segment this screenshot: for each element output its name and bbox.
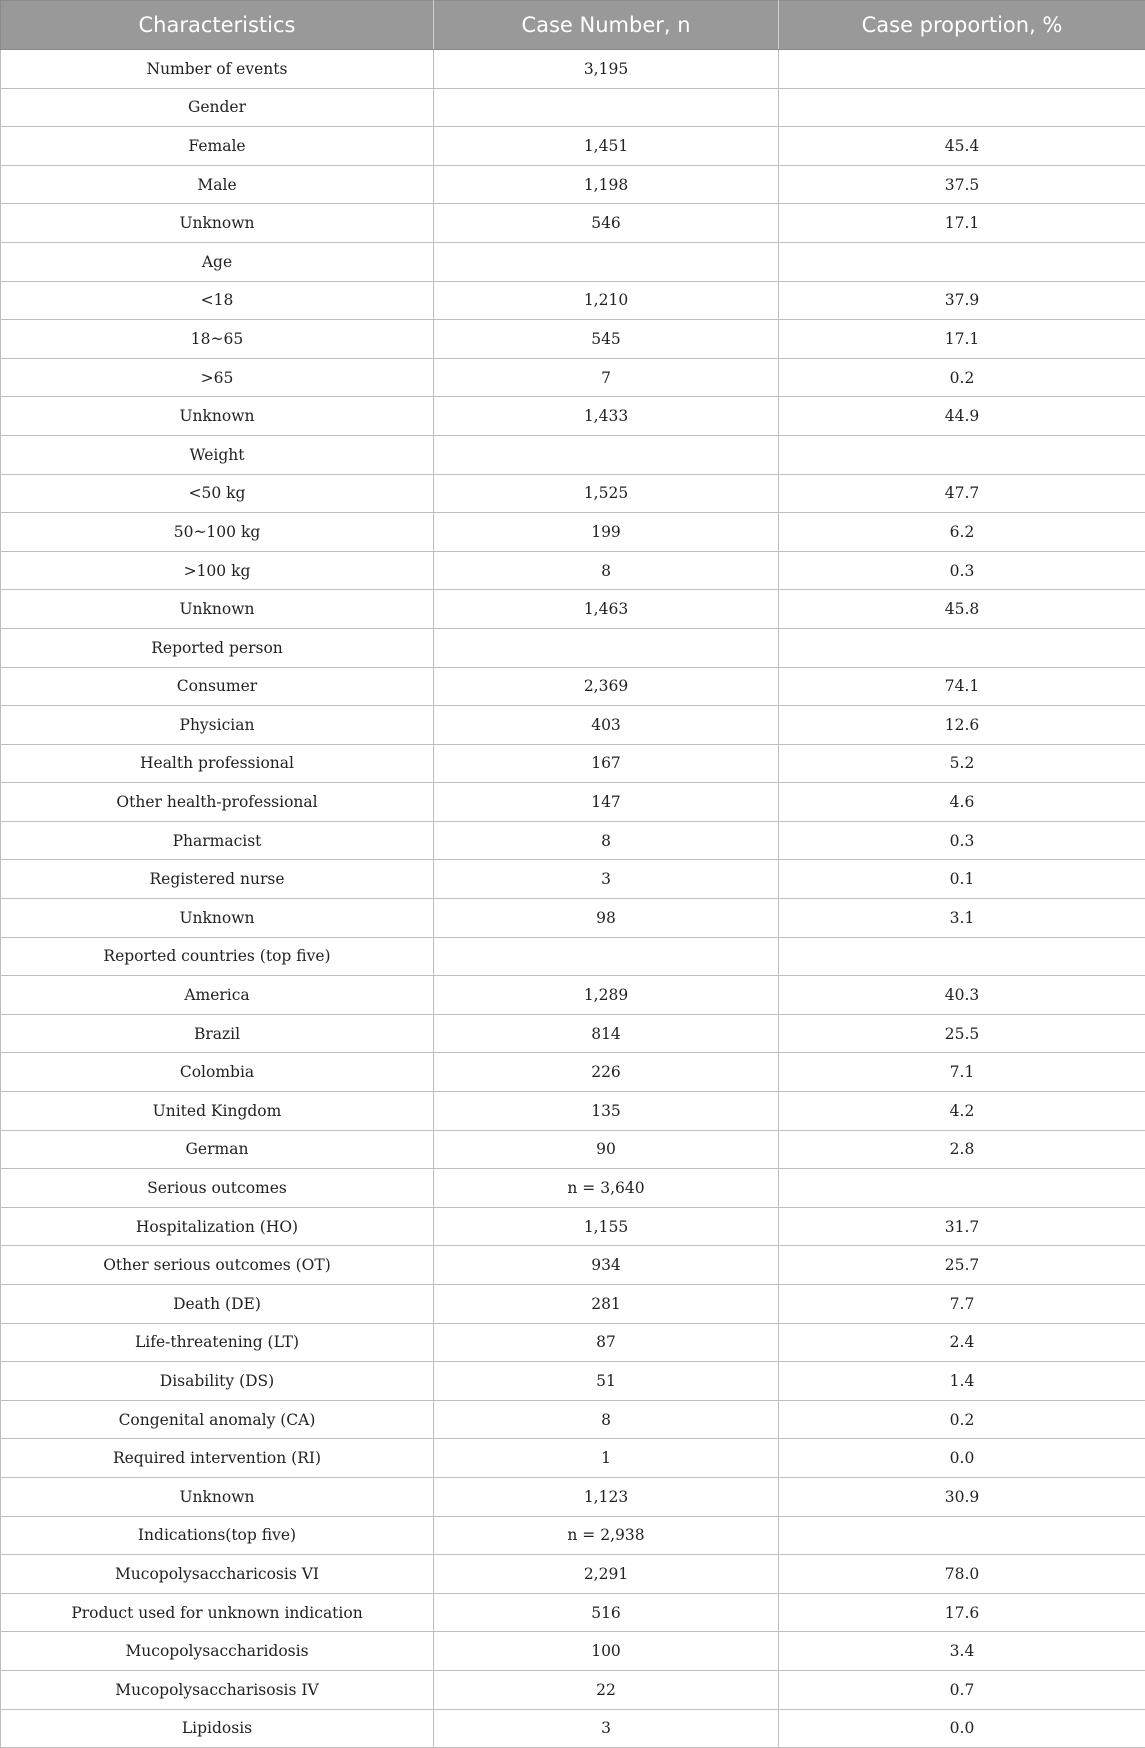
cell-case-proportion: 45.8 [779, 590, 1145, 629]
table-row [1, 1053, 1145, 1092]
cell-case-proportion: 37.5 [779, 165, 1145, 204]
cell-characteristic: United Kingdom [1, 1092, 434, 1131]
cell-characteristic: <18 [1, 281, 434, 320]
cell-characteristic: Unknown [1, 204, 434, 243]
cell-case-number: 546 [434, 204, 779, 243]
cell-case-number: 2,369 [434, 667, 779, 706]
cell-case-proportion: 78.0 [779, 1555, 1145, 1594]
cell-case-number: 516 [434, 1593, 779, 1632]
cell-case-number: 1,123 [434, 1477, 779, 1516]
cell-characteristic: German [1, 1130, 434, 1169]
table-row [1, 1477, 1145, 1516]
cell-case-proportion: 17.1 [779, 320, 1145, 359]
cell-case-number: 90 [434, 1130, 779, 1169]
table-row [1, 1516, 1145, 1555]
cell-case-proportion: 47.7 [779, 474, 1145, 513]
cell-characteristic: Gender [1, 88, 434, 127]
cell-case-proportion: 17.6 [779, 1593, 1145, 1632]
cell-characteristic: Product used for unknown indication [1, 1593, 434, 1632]
table-row [1, 1246, 1145, 1285]
header-case-number: Case Number, n [434, 1, 779, 50]
cell-case-number: 934 [434, 1246, 779, 1285]
cell-case-number: 167 [434, 744, 779, 783]
table-row [1, 1285, 1145, 1324]
table-row [1, 1092, 1145, 1131]
cell-case-proportion: 5.2 [779, 744, 1145, 783]
cell-characteristic: Life-threatening (LT) [1, 1323, 434, 1362]
cell-characteristic: Unknown [1, 397, 434, 436]
table-row [1, 204, 1145, 243]
table-row [1, 165, 1145, 204]
table-row [1, 860, 1145, 899]
cell-characteristic: Physician [1, 706, 434, 745]
table-row [1, 1593, 1145, 1632]
cell-case-number: 100 [434, 1632, 779, 1671]
table-body [1, 50, 1145, 1748]
cell-characteristic: Reported person [1, 628, 434, 667]
cell-characteristic: Congenital anomaly (CA) [1, 1400, 434, 1439]
cell-characteristic: Number of events [1, 50, 434, 89]
cell-characteristic: Reported countries (top five) [1, 937, 434, 976]
table-row [1, 513, 1145, 552]
cell-case-number [434, 937, 779, 976]
table-row [1, 937, 1145, 976]
cell-case-number: 1,463 [434, 590, 779, 629]
cell-case-proportion [779, 1516, 1145, 1555]
cell-case-proportion: 2.4 [779, 1323, 1145, 1362]
cell-case-proportion: 17.1 [779, 204, 1145, 243]
cell-case-proportion: 31.7 [779, 1207, 1145, 1246]
cell-characteristic: Indications(top five) [1, 1516, 434, 1555]
cell-case-proportion: 0.2 [779, 1400, 1145, 1439]
cell-characteristic: Unknown [1, 590, 434, 629]
table-row [1, 628, 1145, 667]
table-row [1, 1670, 1145, 1709]
table-row [1, 474, 1145, 513]
cell-case-number [434, 88, 779, 127]
cell-case-number: 1,155 [434, 1207, 779, 1246]
cell-case-number: 3,195 [434, 50, 779, 89]
table-row [1, 976, 1145, 1015]
cell-case-number: 814 [434, 1014, 779, 1053]
cell-case-number [434, 435, 779, 474]
cell-characteristic: America [1, 976, 434, 1015]
cell-case-proportion: 0.3 [779, 821, 1145, 860]
cell-characteristic: <50 kg [1, 474, 434, 513]
table-row [1, 1555, 1145, 1594]
cell-case-proportion: 0.1 [779, 860, 1145, 899]
table-row [1, 667, 1145, 706]
cell-characteristic: Male [1, 165, 434, 204]
table-row [1, 551, 1145, 590]
cell-case-number: 8 [434, 551, 779, 590]
cell-characteristic: Colombia [1, 1053, 434, 1092]
cell-case-proportion [779, 1169, 1145, 1208]
cell-case-number: 7 [434, 358, 779, 397]
table-row [1, 744, 1145, 783]
cell-characteristic: Female [1, 127, 434, 166]
table-row [1, 320, 1145, 359]
cell-case-number: 1,198 [434, 165, 779, 204]
cell-case-number: 199 [434, 513, 779, 552]
table-row [1, 1439, 1145, 1478]
cell-case-proportion: 0.7 [779, 1670, 1145, 1709]
cell-case-number: 1 [434, 1439, 779, 1478]
cell-case-proportion: 3.4 [779, 1632, 1145, 1671]
cell-case-number: 98 [434, 899, 779, 938]
cell-case-proportion: 0.3 [779, 551, 1145, 590]
table-row [1, 358, 1145, 397]
cell-characteristic: Hospitalization (HO) [1, 1207, 434, 1246]
cell-case-number: n = 3,640 [434, 1169, 779, 1208]
cell-characteristic: >100 kg [1, 551, 434, 590]
header-row [1, 1, 1145, 50]
cell-case-number [434, 628, 779, 667]
cell-characteristic: Health professional [1, 744, 434, 783]
table-row [1, 590, 1145, 629]
cell-case-number: 403 [434, 706, 779, 745]
header-characteristics: Characteristics [1, 1, 434, 50]
cell-case-proportion: 12.6 [779, 706, 1145, 745]
table-row [1, 1362, 1145, 1401]
cell-case-proportion: 1.4 [779, 1362, 1145, 1401]
cell-case-number [434, 242, 779, 281]
table-row [1, 1169, 1145, 1208]
cell-characteristic: Other serious outcomes (OT) [1, 1246, 434, 1285]
table-row [1, 127, 1145, 166]
table-row [1, 821, 1145, 860]
cell-case-proportion: 7.1 [779, 1053, 1145, 1092]
table-row [1, 1400, 1145, 1439]
cell-case-number: 147 [434, 783, 779, 822]
cell-case-number: 3 [434, 860, 779, 899]
cell-case-proportion: 0.2 [779, 358, 1145, 397]
table-row [1, 783, 1145, 822]
cell-case-number: 545 [434, 320, 779, 359]
cell-characteristic: 50~100 kg [1, 513, 434, 552]
cell-case-proportion: 6.2 [779, 513, 1145, 552]
cell-case-number: 3 [434, 1709, 779, 1748]
cell-case-number: 1,451 [434, 127, 779, 166]
cell-case-proportion [779, 937, 1145, 976]
cell-case-proportion [779, 242, 1145, 281]
table-row [1, 281, 1145, 320]
cell-case-number: 135 [434, 1092, 779, 1131]
table-row [1, 50, 1145, 89]
cell-characteristic: >65 [1, 358, 434, 397]
cell-case-proportion: 3.1 [779, 899, 1145, 938]
cell-case-number: 281 [434, 1285, 779, 1324]
cell-case-number: 1,210 [434, 281, 779, 320]
cell-characteristic: Brazil [1, 1014, 434, 1053]
cell-case-proportion: 74.1 [779, 667, 1145, 706]
table-row [1, 397, 1145, 436]
cell-case-number: 1,289 [434, 976, 779, 1015]
cell-characteristic: Death (DE) [1, 1285, 434, 1324]
cell-characteristic: Mucopolysaccharisosis IV [1, 1670, 434, 1709]
cell-case-proportion: 30.9 [779, 1477, 1145, 1516]
header-case-proportion: Case proportion, % [779, 1, 1145, 50]
table-header [1, 1, 1145, 50]
cell-case-proportion: 40.3 [779, 976, 1145, 1015]
cell-characteristic: Unknown [1, 899, 434, 938]
table-row [1, 88, 1145, 127]
cell-case-proportion: 4.6 [779, 783, 1145, 822]
cell-characteristic: Weight [1, 435, 434, 474]
cell-characteristic: Other health-professional [1, 783, 434, 822]
cell-case-proportion [779, 435, 1145, 474]
table-row [1, 1207, 1145, 1246]
cell-case-number: 22 [434, 1670, 779, 1709]
cell-case-proportion: 4.2 [779, 1092, 1145, 1131]
cell-case-proportion [779, 50, 1145, 89]
cell-case-number: 51 [434, 1362, 779, 1401]
cell-characteristic: Consumer [1, 667, 434, 706]
cell-case-proportion: 0.0 [779, 1709, 1145, 1748]
cell-case-proportion [779, 628, 1145, 667]
cell-characteristic: 18~65 [1, 320, 434, 359]
cell-case-proportion: 0.0 [779, 1439, 1145, 1478]
table-row [1, 435, 1145, 474]
table-row [1, 1323, 1145, 1362]
table-row [1, 242, 1145, 281]
cell-case-number: 8 [434, 821, 779, 860]
cell-characteristic: Mucopolysaccharidosis [1, 1632, 434, 1671]
cell-characteristic: Lipidosis [1, 1709, 434, 1748]
cell-characteristic: Mucopolysaccharicosis VI [1, 1555, 434, 1594]
cell-characteristic: Age [1, 242, 434, 281]
table-row [1, 1014, 1145, 1053]
table-row [1, 706, 1145, 745]
cell-case-number: 87 [434, 1323, 779, 1362]
cell-case-proportion: 44.9 [779, 397, 1145, 436]
table-row [1, 1632, 1145, 1671]
cell-case-proportion: 25.5 [779, 1014, 1145, 1053]
cell-characteristic: Serious outcomes [1, 1169, 434, 1208]
cell-case-number: 8 [434, 1400, 779, 1439]
table-row [1, 1130, 1145, 1169]
cell-case-proportion: 25.7 [779, 1246, 1145, 1285]
cell-case-proportion: 45.4 [779, 127, 1145, 166]
cell-case-proportion: 2.8 [779, 1130, 1145, 1169]
cell-case-proportion: 37.9 [779, 281, 1145, 320]
cell-case-number: 2,291 [434, 1555, 779, 1594]
cell-case-proportion [779, 88, 1145, 127]
cell-characteristic: Required intervention (RI) [1, 1439, 434, 1478]
cell-case-number: n = 2,938 [434, 1516, 779, 1555]
cell-characteristic: Registered nurse [1, 860, 434, 899]
cell-case-number: 1,525 [434, 474, 779, 513]
cell-characteristic: Disability (DS) [1, 1362, 434, 1401]
cell-case-number: 226 [434, 1053, 779, 1092]
cell-characteristic: Pharmacist [1, 821, 434, 860]
cell-characteristic: Unknown [1, 1477, 434, 1516]
cell-case-number: 1,433 [434, 397, 779, 436]
table-row [1, 899, 1145, 938]
cell-case-proportion: 7.7 [779, 1285, 1145, 1324]
